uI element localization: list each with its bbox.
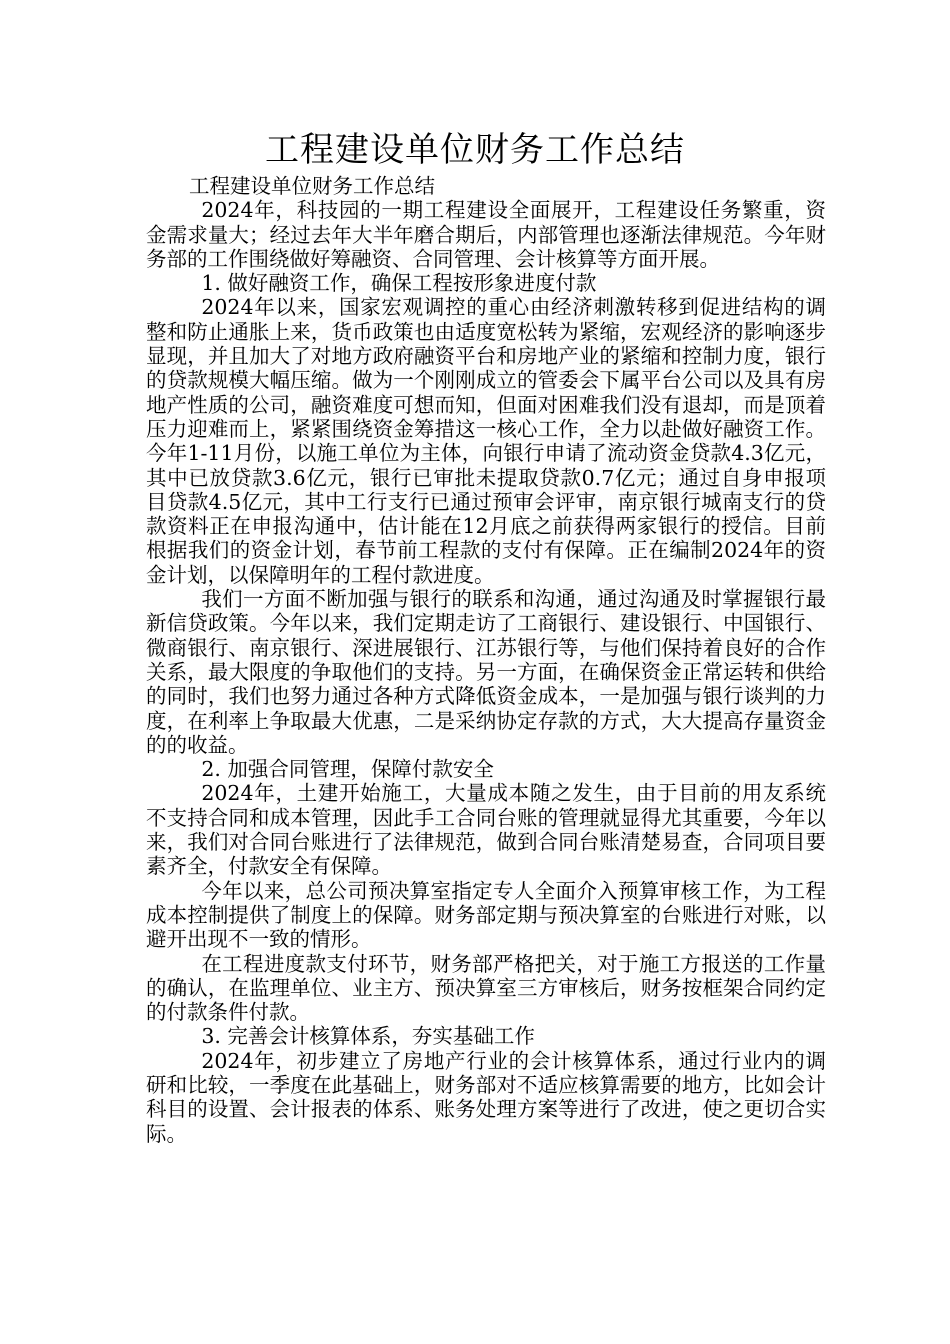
document-title: 工程建设单位财务工作总结	[265, 130, 685, 170]
paragraph-intro: 2024年，科技园的一期工程建设全面展开，工程建设任务繁重，资金需求量大；经过去年大半年磨合期后，内部管理也逐渐法律规范。今年财务部的工作围绕做好筹融资、合同管理、会计核算等方面开展。	[146, 198, 826, 271]
section-heading-accounting: 3. 完善会计核算体系，夯实基础工作	[201, 1024, 535, 1049]
paragraph-accounting-system: 2024年，初步建立了房地产行业的会计核算体系，通过行业内的调研和比较，一季度在此基础上，财务部对不适应核算需要的地方，比如会计科目的设置、会计报表的体系、账务处理方案等进行了改进，使之更切合实际。	[146, 1048, 826, 1146]
paragraph-bank-relations: 我们一方面不断加强与银行的联系和沟通，通过沟通及时掌握银行最新信贷政策。今年以来，我们定期走访了工商银行、建设银行、中国银行、微商银行、南京银行、深进展银行、江苏银行等，与他们保持着良好的合作关系，最大限度的争取他们的支持。另一方面，在确保资金正常运转和供给的同时，我们也努力通过各种方式降低资金成本，一是加强与银行谈判的力度，在利率上争取最大优惠，二是采纳协定存款的方式，大大提高存量资金的的收益。	[146, 587, 826, 757]
section-heading-financing: 1. 做好融资工作，确保工程按形象进度付款	[201, 271, 597, 296]
paragraph-contract-ledger: 2024年，土建开始施工，大量成本随之发生，由于目前的用友系统不支持合同和成本管理，因此手工合同台账的管理就显得尤其重要，今年以来，我们对合同台账进行了法律规范，做到合同台账清楚易查，合同项目要素齐全，付款安全有保障。	[146, 781, 826, 879]
document-body	[146, 174, 826, 1146]
paragraph-budget-review: 今年以来，总公司预决算室指定专人全面介入预算审核工作，为工程成本控制提供了制度上的保障。财务部定期与预决算室的台账进行对账，以避开出现不一致的情形。	[146, 878, 826, 952]
section-heading-contracts: 2. 加强合同管理，保障付款安全	[201, 757, 494, 782]
paragraph-financing: 2024年以来，国家宏观调控的重心由经济刺激转移到促进结构的调整和防止通胀上来，货币政策也由适度宽松转为紧缩，宏观经济的影响逐步显现，并且加大了对地方政府融资平台和房地产业的紧缩和控制力度，银行的贷款规模大幅压缩。做为一个刚刚成立的管委会下属平台公司以及具有房地产性质的公司，融资难度可想而知，但面对困难我们没有退却，而是顶着压力迎难而上，紧紧围绕资金筹措这一核心工作，全力以赴做好融资工作。今年1-11月份，以施工单位为主体，向银行申请了流动资金贷款4.3亿元，其中已放贷款3.6亿元，银行已审批未提取贷款0.7亿元；通过自身申报项目贷款4.5亿元，其中工行支行已通过预审会评审，南京银行城南支行的贷款资料正在申报沟通中，估计能在12月底之前获得两家银行的授信。目前根据我们的资金计划，春节前工程款的支付有保障。正在编制2024年的资金计划，以保障明年的工程付款进度。	[146, 295, 826, 587]
document-subtitle: 工程建设单位财务工作总结	[189, 174, 436, 198]
paragraph-progress-payment: 在工程进度款支付环节，财务部严格把关，对于施工方报送的工作量的确认，在监理单位、业主方、预决算室三方审核后，财务按框架合同约定的付款条件付款。	[146, 951, 826, 1025]
